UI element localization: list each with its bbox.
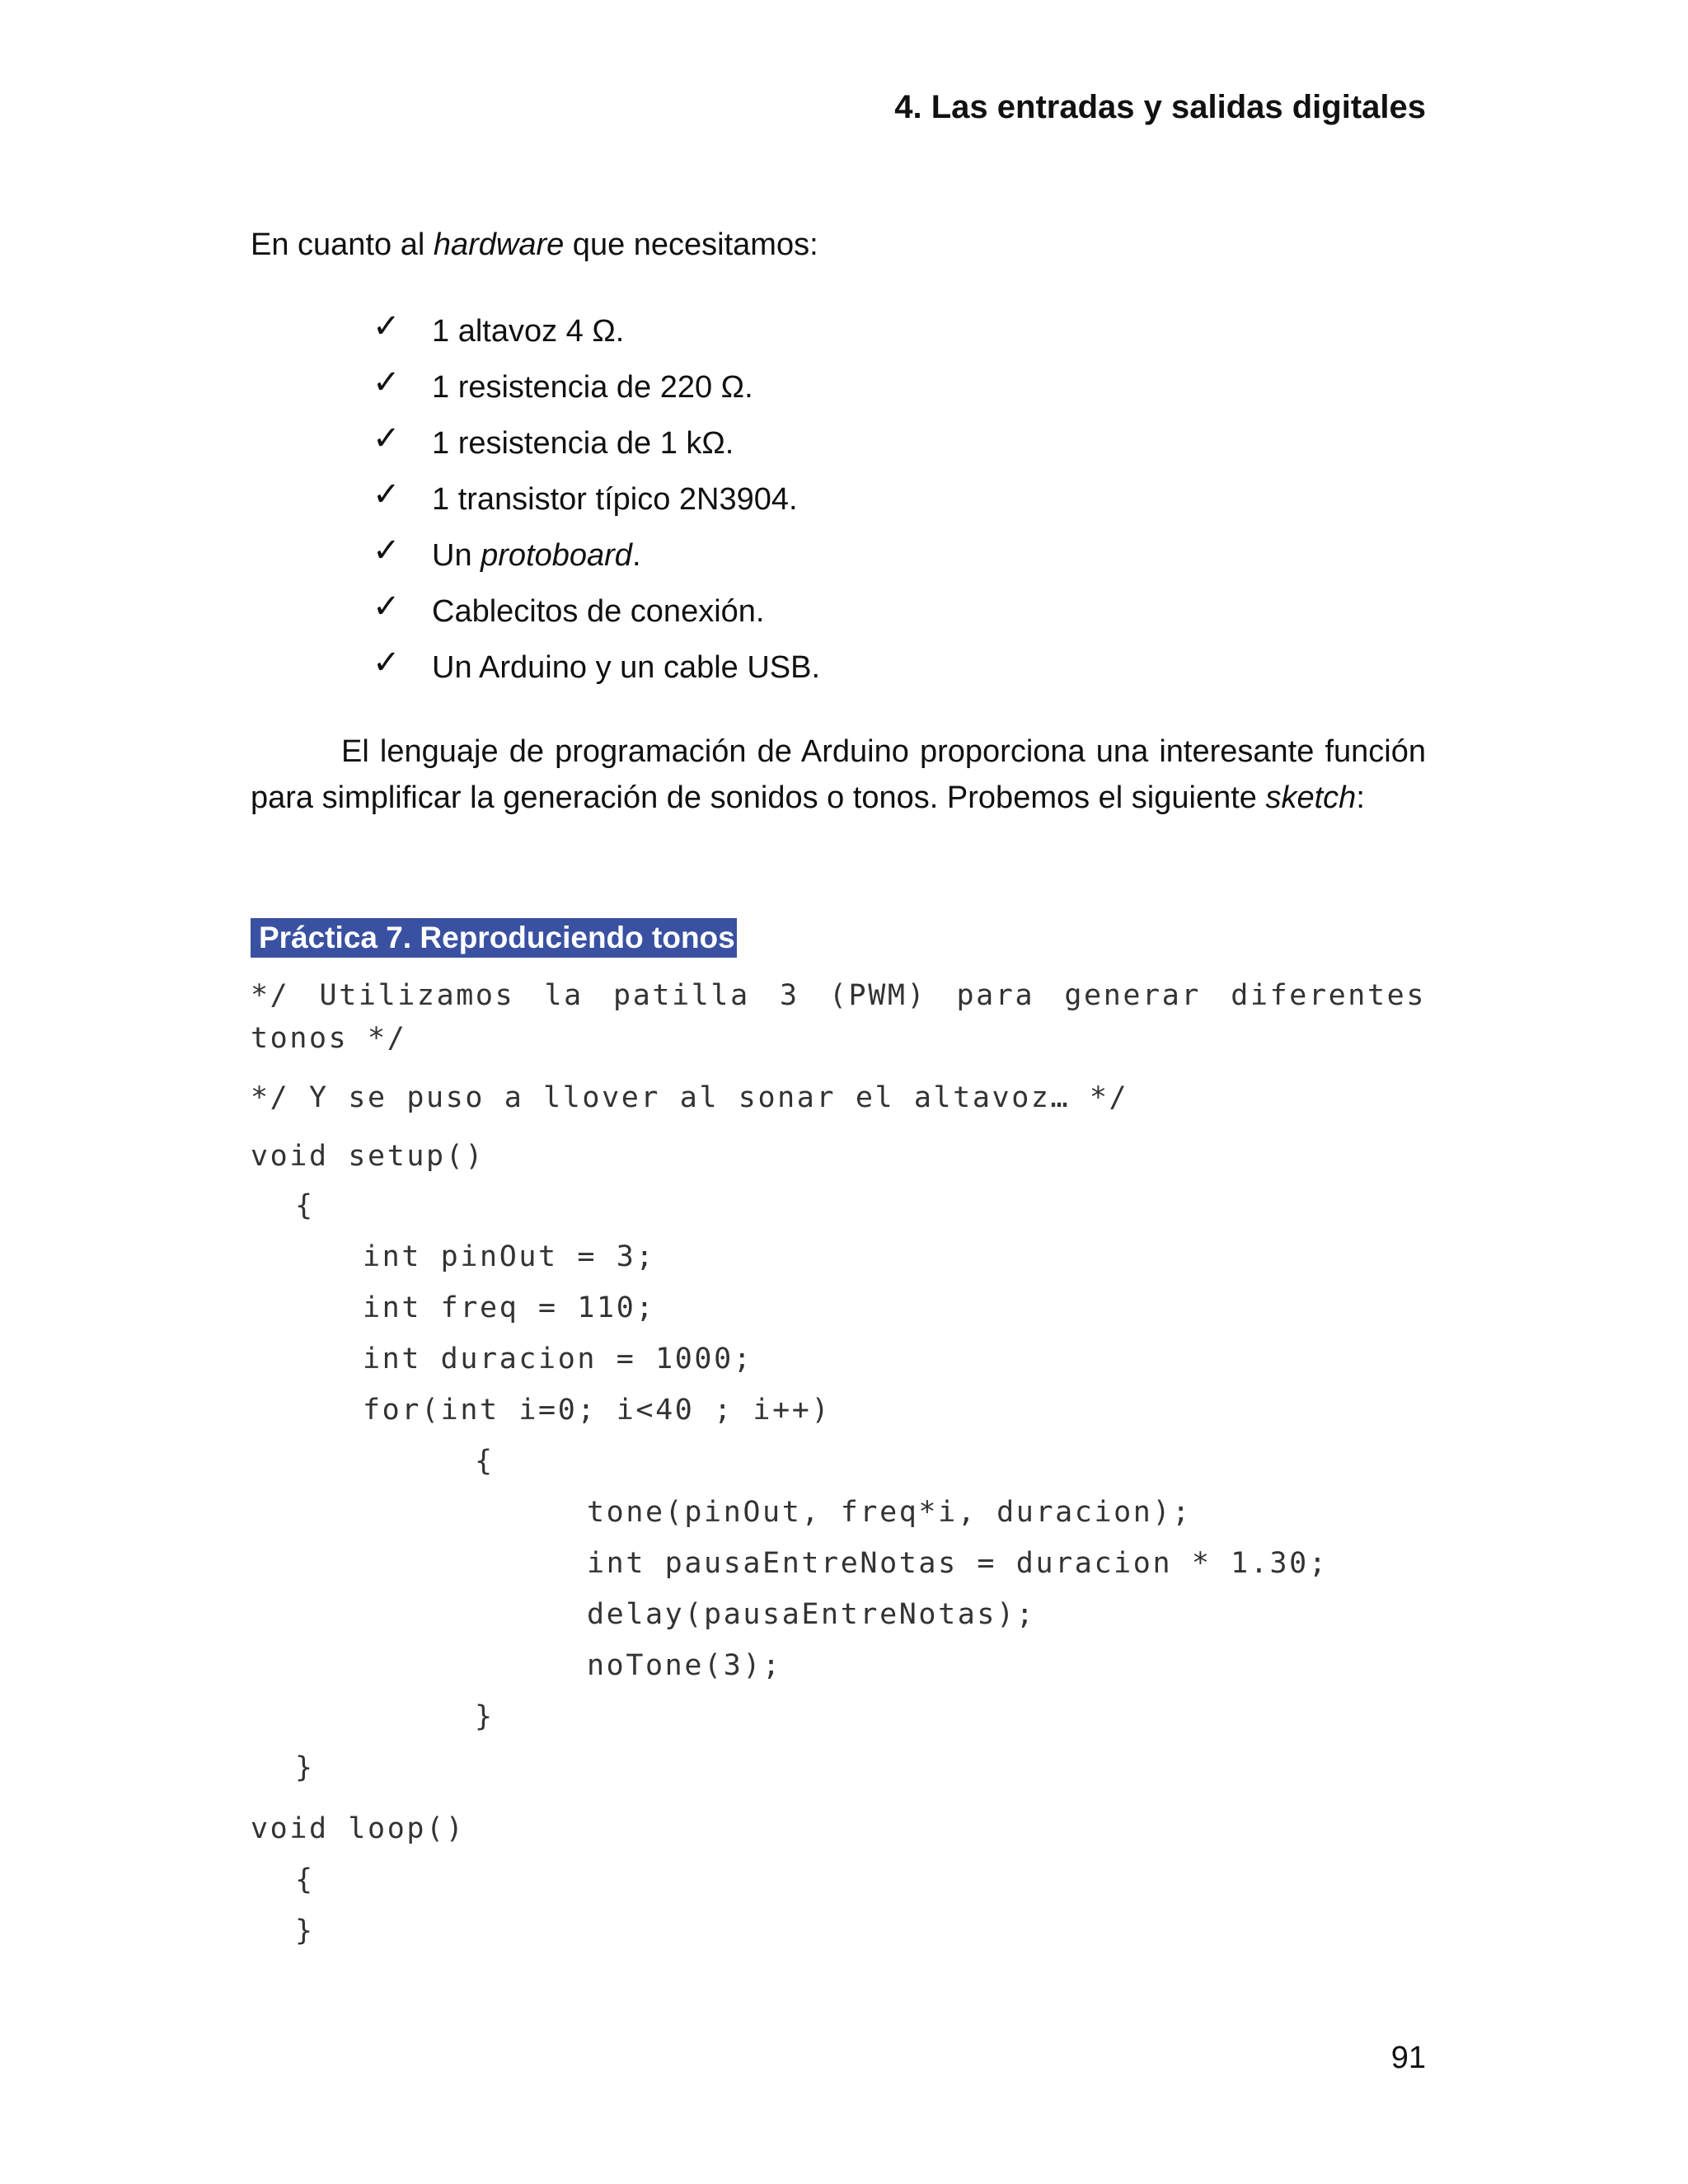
code-line: void setup() — [251, 1140, 485, 1173]
hardware-checklist — [373, 303, 820, 696]
practice-heading: Práctica 7. Reproduciendo tonos — [251, 918, 737, 958]
code-line: delay(pausaEntreNotas); — [587, 1598, 1036, 1631]
checkmark-icon: ✓ — [373, 532, 401, 569]
code-comment: */ Y se puso a llover al sonar el altavoz… */ — [251, 1081, 1129, 1114]
checklist-item — [373, 583, 820, 640]
checklist-item-text — [432, 538, 641, 574]
code-line: noTone(3); — [587, 1649, 782, 1682]
checklist-item — [373, 640, 820, 696]
code-line: int pausaEntreNotas = duracion * 1.30; — [587, 1547, 1329, 1580]
code-line: int pinOut = 3; — [363, 1240, 656, 1273]
code-line: { — [295, 1863, 315, 1896]
checklist-item — [373, 303, 820, 359]
code-line: int freq = 110; — [363, 1291, 656, 1324]
checklist-item-text: 1 transistor típico 2N3904. — [432, 481, 798, 517]
checklist-item-text: 1 resistencia de 220 Ω. — [432, 369, 753, 405]
code-line: for(int i=0; i<40 ; i++) — [363, 1394, 832, 1427]
checklist-item-text: Cablecitos de conexión. — [432, 593, 765, 629]
intro-sentence — [251, 227, 818, 263]
checklist-item-text: Un Arduino y un cable USB. — [432, 649, 821, 685]
checklist-item-emphasis: protoboard — [481, 537, 632, 573]
checklist-item-text: 1 altavoz 4 Ω. — [432, 313, 625, 349]
code-line: void loop() — [251, 1812, 466, 1845]
checklist-item-text-before: Un — [432, 537, 481, 573]
checkmark-icon: ✓ — [373, 363, 401, 401]
checklist-item — [373, 471, 820, 527]
code-line: } — [475, 1700, 495, 1733]
checkmark-icon: ✓ — [373, 476, 401, 513]
code-line: tone(pinOut, freq*i, duracion); — [587, 1496, 1192, 1529]
checkmark-icon: ✓ — [373, 307, 401, 345]
page-number: 91 — [1390, 2041, 1426, 2075]
intro-text-after: que necesitamos: — [564, 227, 818, 262]
code-line: } — [295, 1751, 315, 1784]
intro-text-before: En cuanto al — [251, 227, 434, 262]
paragraph-emphasis: sketch — [1265, 780, 1357, 815]
checklist-item-text-after: . — [631, 537, 641, 573]
running-header-title: 4. Las entradas y salidas digitales — [894, 89, 1426, 125]
checkmark-icon: ✓ — [373, 644, 401, 682]
code-line: { — [475, 1445, 495, 1478]
checklist-item — [373, 527, 820, 583]
body-paragraph — [251, 729, 1426, 821]
code-line: int duracion = 1000; — [363, 1343, 753, 1376]
checklist-item — [373, 359, 820, 415]
checkmark-icon: ✓ — [373, 419, 401, 457]
code-line: { — [295, 1189, 315, 1222]
code-comment: */ Utilizamos la patilla 3 (PWM) para generar diferentes tonos */ — [251, 979, 1426, 1055]
paragraph-text-after: : — [1356, 780, 1365, 815]
checklist-item-text: 1 resistencia de 1 kΩ. — [432, 425, 734, 461]
checklist-item — [373, 415, 820, 471]
intro-emphasis: hardware — [433, 227, 565, 262]
code-line: } — [295, 1915, 315, 1947]
checkmark-icon: ✓ — [373, 588, 401, 626]
paragraph-text: El lenguaje de programación de Arduino proporciona una interesante función para simplificar la generación de sonidos o tonos. Probemos el siguiente — [251, 734, 1426, 815]
